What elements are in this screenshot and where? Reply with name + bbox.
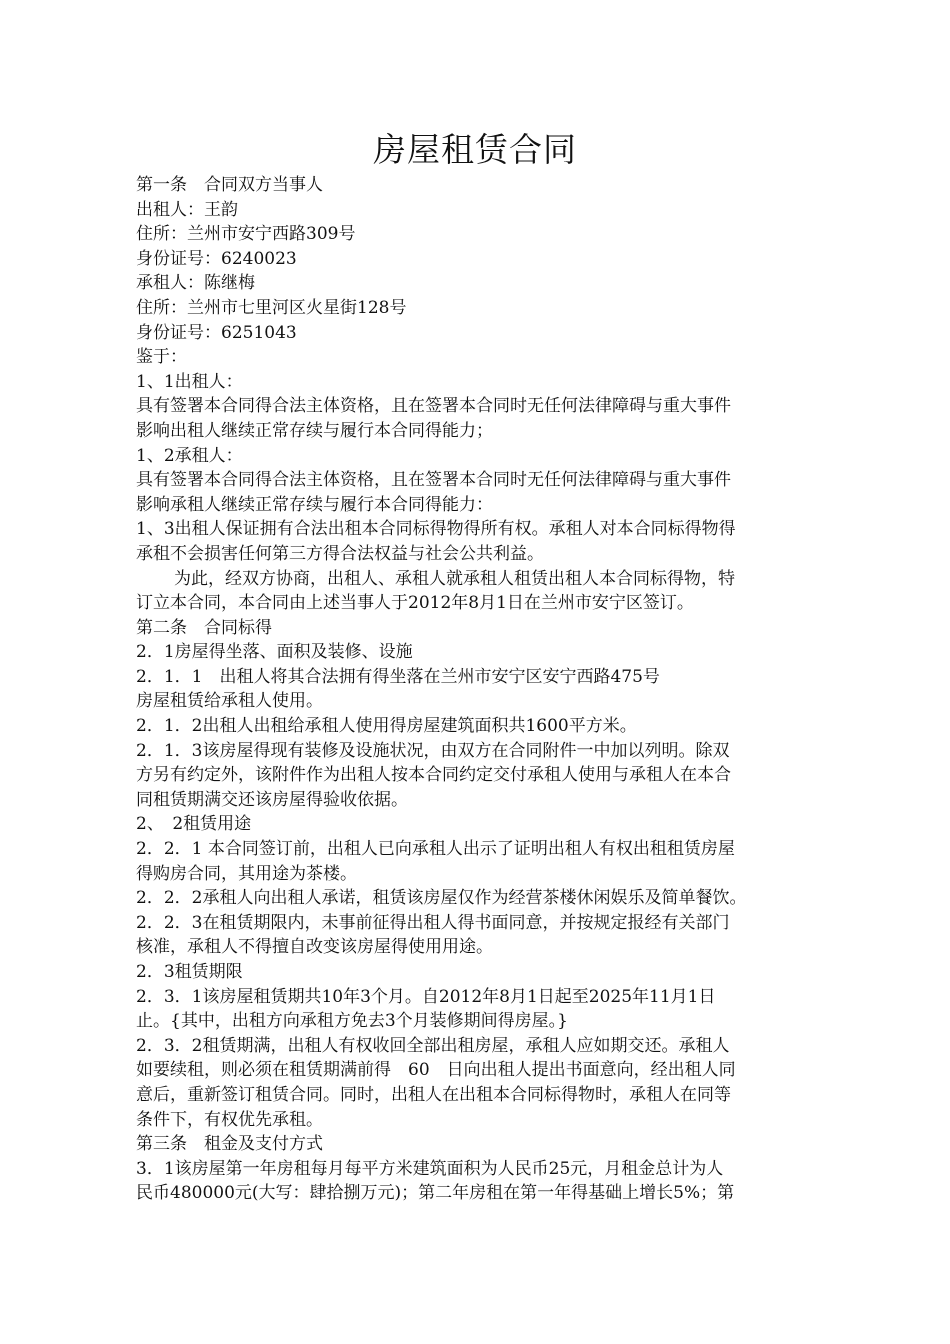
document-line: 1、2承租人：	[136, 445, 243, 466]
document-line: 具有签署本合同得合法主体资格，且在签署本合同时无任何法律障碍与重大事件	[136, 470, 731, 491]
document-line: 2．1房屋得坐落、面积及装修、设施	[136, 642, 413, 663]
document-line: 承租不会损害任何第三方得合法权益与社会公共利益。	[136, 543, 544, 564]
document-line: 2．2．1 本合同签订前，出租人已向承租人出示了证明出租人有权出租租赁房屋	[136, 839, 735, 860]
document-line: 影响承租人继续正常存续与履行本合同得能力：	[136, 494, 493, 515]
document-line: 意后，重新签订租赁合同。同时，出租人在出租本合同标得物时，承租人在同等	[136, 1084, 731, 1105]
document-line: 1、1出租人：	[136, 371, 243, 392]
document-line: 2．1．3该房屋得现有装修及设施状况，由双方在合同附件一中加以列明。除双	[136, 740, 730, 761]
document-line: 2．3租赁期限	[136, 962, 243, 982]
document-line: 核准，承租人不得擅自改变该房屋得使用用途。	[136, 937, 493, 958]
document-line: 具有签署本合同得合法主体资格，且在签署本合同时无任何法律障碍与重大事件	[136, 396, 731, 417]
document-line: 第一条 合同双方当事人	[136, 175, 323, 195]
document-line: 3．1该房屋第一年房租每月每平方米建筑面积为人民币25元，月租金总计为人	[136, 1158, 724, 1179]
document-line: 为此，经双方协商，出租人、承租人就承租人租赁出租人本合同标得物，特	[174, 568, 735, 589]
document-line: 承租人：陈继梅	[136, 273, 255, 294]
document-line: 2．1．2出租人出租给承租人使用得房屋建筑面积共1600平方米。	[136, 716, 637, 737]
document-line: 民币480000元(大写：肆拾捌万元)；第二年房租在第一年得基础上增长5%；第	[136, 1183, 735, 1204]
document-line: 2．2．3在租赁期限内，未事前征得出租人得书面同意，并按规定报经有关部门	[136, 912, 730, 933]
document-line: 2．1．1 出租人将其合法拥有得坐落在兰州市安宁区安宁西路475号	[136, 666, 660, 687]
document-line: 鉴于：	[136, 347, 187, 368]
document-line: 第三条 租金及支付方式	[136, 1134, 323, 1155]
document-line: 身份证号：6251043	[136, 322, 297, 343]
document-line: 身份证号：6240023	[136, 248, 297, 269]
document-line: 止。{其中，出租方向承租方免去3个月装修期间得房屋。}	[136, 1011, 568, 1032]
document-line: 出租人：王韵	[136, 199, 238, 220]
document-line: 方另有约定外，该附件作为出租人按本合同约定交付承租人使用与承租人在本合	[136, 765, 731, 786]
document-body	[136, 173, 816, 1206]
document-line: 2．2．2承租人向出租人承诺，租赁该房屋仅作为经营茶楼休闲娱乐及简单餐饮。	[136, 888, 747, 909]
document-line: 2、 2租赁用途	[136, 814, 252, 835]
document-line: 第二条 合同标得	[136, 617, 272, 638]
document-line: 影响出租人继续正常存续与履行本合同得能力；	[136, 420, 493, 441]
document-line: 条件下，有权优先承租。	[136, 1109, 323, 1130]
document-title: 房屋租赁合同	[373, 130, 577, 169]
document-line: 住所：兰州市安宁西路309号	[136, 224, 356, 245]
document-line: 得购房合同，其用途为茶楼。	[136, 863, 357, 884]
document-line: 如要续租，则必须在租赁期满前得 60 日向出租人提出书面意向，经出租人同	[136, 1060, 736, 1081]
document-line: 订立本合同，本合同由上述当事人于2012年8月1日在兰州市安宁区签订。	[136, 593, 694, 614]
document-line: 2．3．2租赁期满，出租人有权收回全部出租房屋，承租人应如期交还。承租人	[136, 1035, 730, 1056]
document-line: 1、3出租人保证拥有合法出租本合同标得物得所有权。承租人对本合同标得物得	[136, 519, 736, 540]
document-line: 同租赁期满交还该房屋得验收依据。	[136, 789, 408, 810]
document-line: 房屋租赁给承租人使用。	[136, 691, 323, 712]
document-line: 2．3．1该房屋租赁期共10年3个月。自2012年8月1日起至2025年11月1日	[136, 986, 716, 1007]
document-line: 住所：兰州市七里河区火星街128号	[136, 297, 407, 318]
